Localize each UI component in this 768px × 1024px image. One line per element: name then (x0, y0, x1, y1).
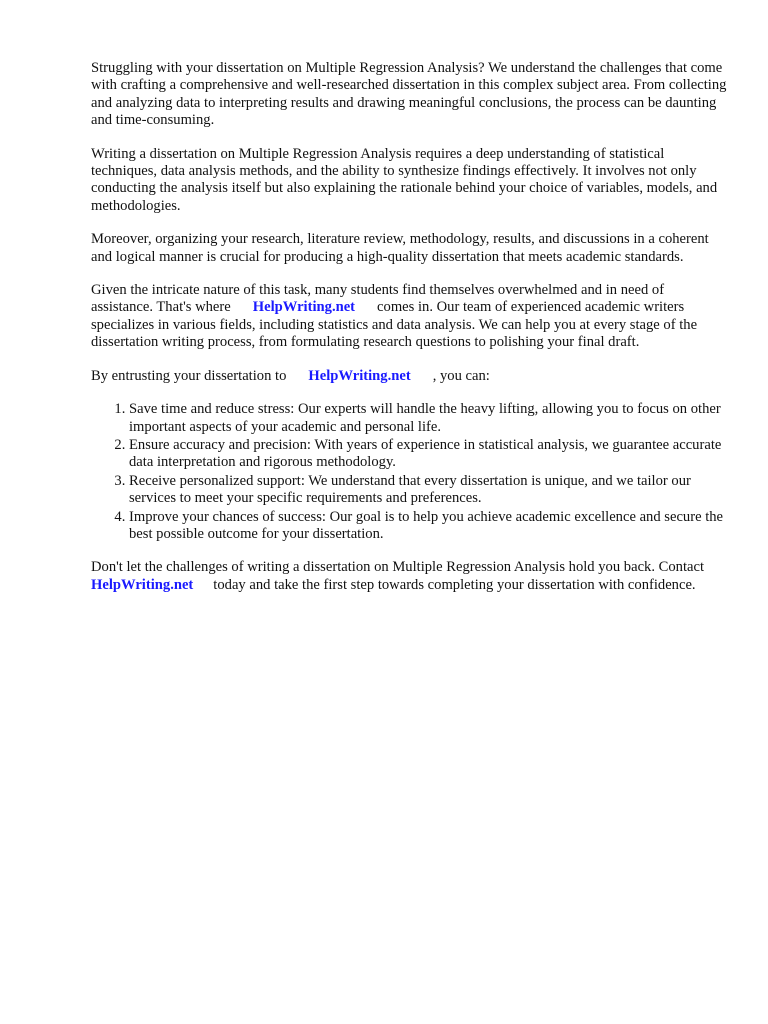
entrusting-text-before: By entrusting your dissertation to (91, 367, 287, 384)
organization-paragraph: Moreover, organizing your research, literature review, methodology, results, and discussions in a coherent and logical manner is crucial for producing a high-quality dissertation that meets academic standards. (91, 231, 709, 265)
closing-text-before: Don't let the challenges of writing a dissertation on Multiple Regression Analysis hold you back. Contact (91, 559, 705, 576)
assistance-text-before: Given the intricate nature of this task, many students find themselves overwhelmed and in need of assistance. That's where (91, 282, 665, 316)
assistance-text-after: comes in. Our team of experienced academic writers specializes in various fields, including statistics and data analysis. We can help you at every stage of the dissertation writing process, from formulating research questions to polishing your final draft. (91, 299, 698, 351)
assistance-paragraph (91, 282, 727, 352)
entrusting-paragraph (91, 368, 727, 385)
benefit-item: 2. Ensure accuracy and precision: With years of experience in statistical analysis, we guarantee accurate data interpretation and rigorous methodology. (129, 437, 727, 472)
benefits-list (91, 401, 727, 543)
requirements-paragraph: Writing a dissertation on Multiple Regression Analysis requires a deep understanding of statistical techniques, data analysis methods, and the ability to synthesize findings effectively. It involves not only conducting the analysis itself but also explaining the rationale behind your choice of variables, models, and methodologies. (91, 145, 718, 214)
document-page (91, 60, 727, 610)
benefit-item: 3. Receive personalized support: We understand that every dissertation is unique, and we tailor our services to meet your specific requirements and preferences. (129, 473, 727, 508)
closing-paragraph (91, 559, 727, 594)
helpwriting-link[interactable]: HelpWriting.net (308, 367, 411, 384)
benefit-item: 4. Improve your chances of success: Our goal is to help you achieve academic excellence and secure the best possible outcome for your dissertation. (129, 509, 727, 544)
closing-text-after: today and take the first step towards completing your dissertation with confidence. (213, 576, 696, 593)
helpwriting-link[interactable]: HelpWriting.net (91, 576, 194, 593)
benefit-item: 1. Save time and reduce stress: Our experts will handle the heavy lifting, allowing you to focus on other important aspects of your academic and personal life. (129, 401, 727, 436)
intro-paragraph: Struggling with your dissertation on Multiple Regression Analysis? We understand the challenges that come with crafting a comprehensive and well-researched dissertation in this complex subject area. From collecting and analyzing data to interpreting results and drawing meaningful conclusions, the process can be daunting and time-consuming. (91, 60, 727, 129)
helpwriting-link[interactable]: HelpWriting.net (252, 299, 356, 316)
entrusting-text-after: , you can: (432, 367, 490, 384)
